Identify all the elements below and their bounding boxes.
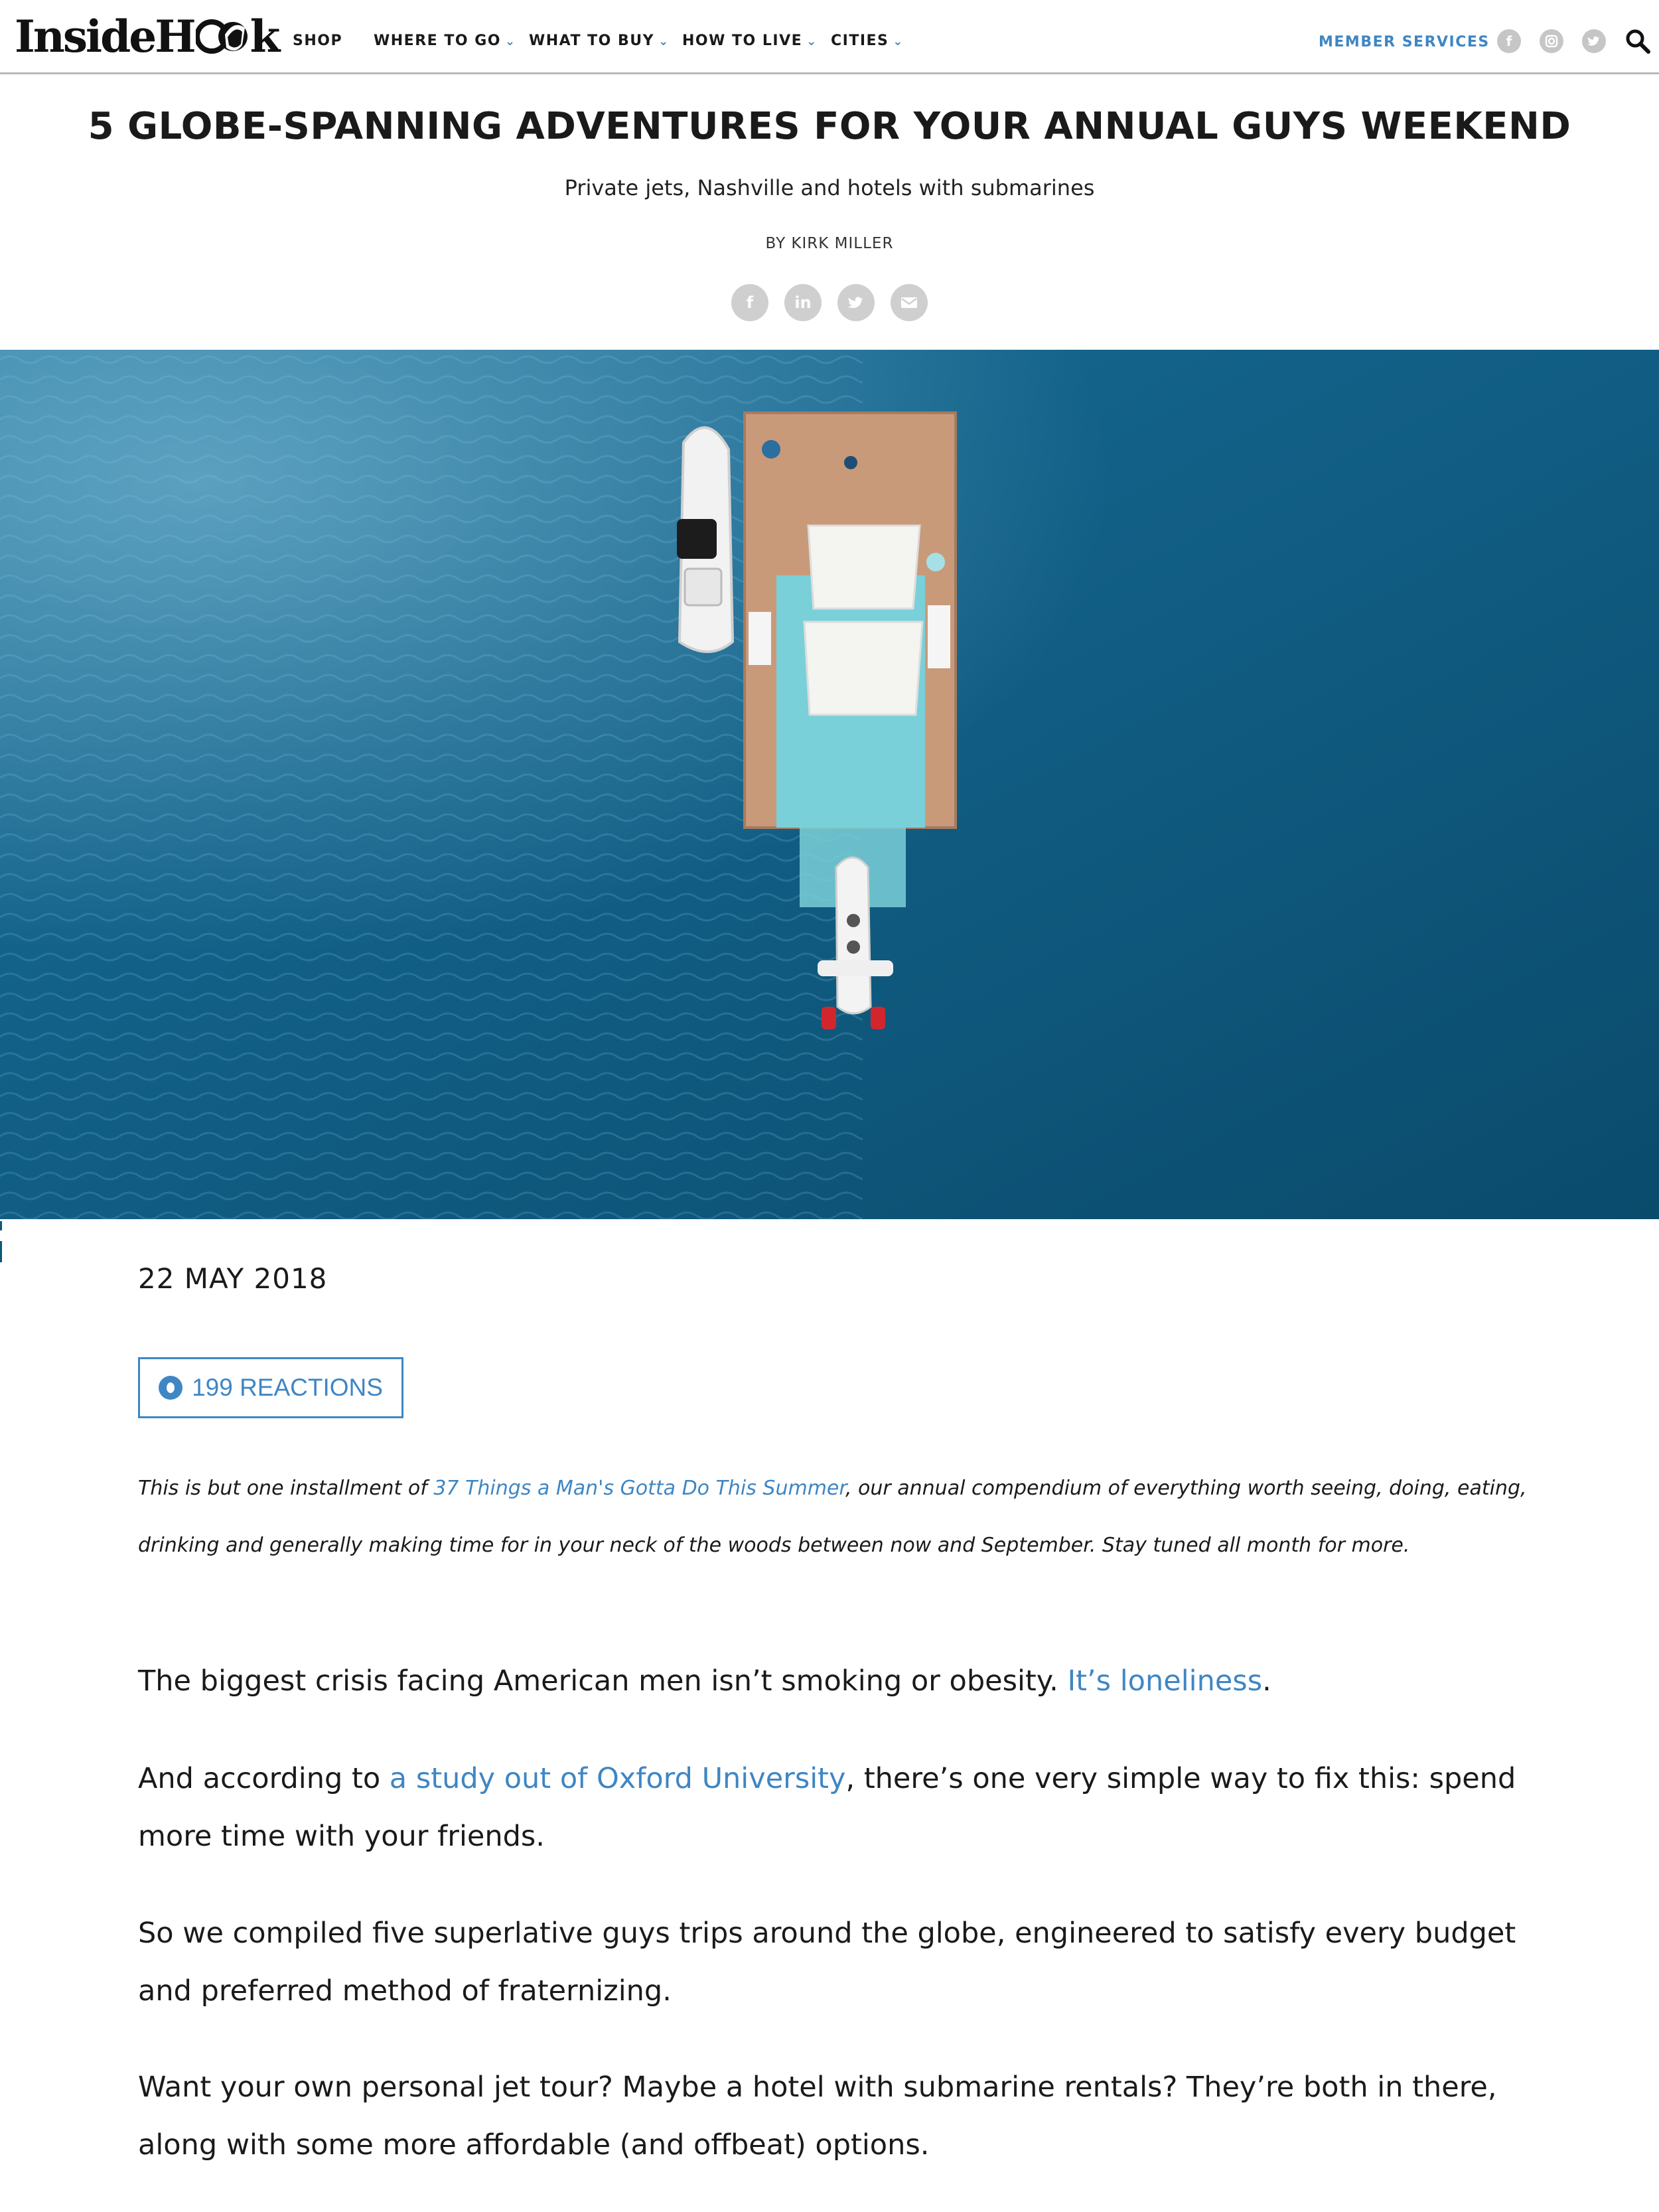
chevron-down-icon: ⌄ bbox=[893, 35, 904, 48]
paragraph-text: The biggest crisis facing American men isn’t smoking or obesity. bbox=[138, 1664, 1068, 1698]
nav-where-to-go-label: WHERE TO GO bbox=[374, 33, 501, 49]
nav-what-to-buy[interactable] bbox=[529, 33, 670, 49]
search-icon[interactable] bbox=[1624, 28, 1651, 54]
body-paragraph: Want your own personal jet tour? Maybe a hotel with submarine rentals? They’re both in there, along with some more affordable (and offbeat) options. bbox=[138, 2071, 1497, 2162]
site-logo[interactable] bbox=[15, 7, 278, 66]
nav-shop-label: SHOP bbox=[293, 33, 343, 49]
reactions-button[interactable] bbox=[138, 1357, 403, 1418]
page-title: 5 GLOBE-SPANNING ADVENTURES FOR YOUR ANNUAL GUYS WEEKEND bbox=[88, 105, 1571, 148]
chevron-down-icon: ⌄ bbox=[658, 35, 670, 48]
chevron-down-icon: ⌄ bbox=[504, 35, 516, 48]
nav-cities-label: CITIES bbox=[831, 33, 889, 49]
linkedin-icon: in bbox=[794, 293, 812, 312]
page-subtitle: Private jets, Nashville and hotels with submarines bbox=[564, 175, 1095, 200]
site-header bbox=[0, 0, 1659, 74]
facebook-icon[interactable] bbox=[1497, 29, 1521, 53]
intro-note bbox=[138, 1460, 1545, 1574]
instagram-glyph bbox=[1545, 35, 1558, 48]
nav-what-to-buy-label: WHAT TO BUY bbox=[529, 33, 655, 49]
hero-image bbox=[0, 350, 1659, 1219]
loneliness-link[interactable]: It’s loneliness bbox=[1067, 1664, 1263, 1698]
share-linkedin-button[interactable] bbox=[784, 284, 822, 321]
paragraph-text: , there’s one very simple way to fix this: spend more time with your friends. bbox=[138, 1762, 1516, 1853]
chevron-down-icon: ⌄ bbox=[806, 35, 818, 48]
scroll-marker bbox=[0, 1221, 2, 1230]
paragraph-text: And according to bbox=[138, 1762, 390, 1795]
share-facebook-button[interactable] bbox=[731, 284, 768, 321]
twitter-icon bbox=[847, 295, 865, 310]
publish-date: 22 MAY 2018 bbox=[138, 1262, 328, 1295]
paragraph-text: . bbox=[1262, 1664, 1271, 1698]
intro-text: , our annual compendium of everything worth seeing, doing, eating, drinking and generally making time for in your neck of the woods between now and September. Stay tuned all month for more. bbox=[138, 1477, 1527, 1557]
scroll-marker bbox=[0, 1241, 2, 1262]
share-email-button[interactable] bbox=[891, 284, 928, 321]
logo-text-left: InsideH bbox=[15, 11, 194, 62]
logo-text-right: k bbox=[250, 11, 279, 62]
nav-cities[interactable] bbox=[831, 33, 904, 49]
facebook-icon: f bbox=[746, 293, 754, 312]
nav-how-to-live[interactable] bbox=[682, 33, 818, 49]
hero-illustration bbox=[0, 350, 1659, 1219]
comment-bubble-icon bbox=[159, 1376, 182, 1400]
share-twitter-button[interactable] bbox=[837, 284, 875, 321]
nav-how-to-live-label: HOW TO LIVE bbox=[682, 33, 803, 49]
logo-mark-icon bbox=[196, 15, 249, 58]
member-services-link[interactable]: MEMBER SERVICES bbox=[1319, 34, 1490, 50]
boat-illustration bbox=[677, 427, 733, 652]
nav-shop[interactable] bbox=[293, 33, 342, 49]
oxford-study-link[interactable]: a study out of Oxford University bbox=[389, 1762, 846, 1795]
byline[interactable]: BY KIRK MILLER bbox=[765, 235, 894, 252]
intro-text: This is but one installment of bbox=[138, 1477, 434, 1500]
twitter-icon[interactable] bbox=[1582, 29, 1606, 53]
twitter-glyph bbox=[1587, 35, 1601, 47]
body-paragraph: So we compiled five superlative guys trips around the globe, engineered to satisfy every budget and preferred method of fraternizing. bbox=[138, 1917, 1516, 2008]
body-paragraph bbox=[138, 1750, 1545, 1866]
nav-where-to-go[interactable] bbox=[374, 33, 516, 49]
instagram-icon[interactable] bbox=[1540, 29, 1563, 53]
body-paragraph bbox=[138, 1653, 1545, 1710]
intro-link[interactable]: 37 Things a Man's Gotta Do This Summer bbox=[433, 1477, 845, 1500]
facebook-glyph: f bbox=[1506, 33, 1512, 49]
reactions-label: 199 REACTIONS bbox=[192, 1374, 383, 1401]
email-icon bbox=[901, 296, 918, 309]
